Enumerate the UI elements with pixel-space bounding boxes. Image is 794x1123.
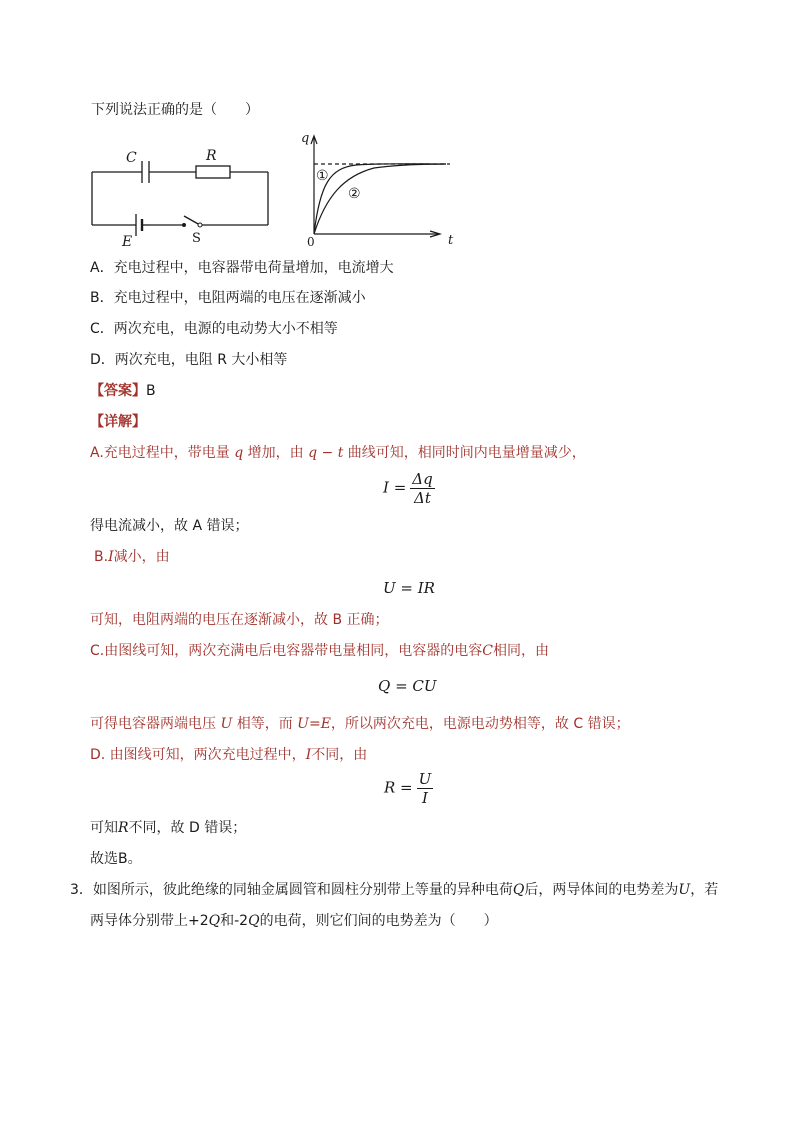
- detail-d-var: I: [305, 747, 312, 763]
- question-3-line2-q2: Q: [248, 913, 260, 929]
- detail-d-conclusion: [90, 818, 246, 838]
- question-3-line-2: [90, 911, 498, 931]
- label-e: E: [122, 234, 133, 250]
- detail-c-line: [90, 641, 549, 661]
- resistor: [196, 166, 230, 178]
- detail-c2-text-c: ，所以两次充电，电源电动势相等，故 C 错误；: [330, 716, 630, 732]
- formula-current-numerator: Δq: [412, 470, 433, 488]
- detail-b-rest: 减小，由: [113, 549, 170, 565]
- option-d: D．两次充电，电阻 R 大小相等: [90, 352, 288, 368]
- origin-label: 0: [307, 235, 315, 249]
- question-3-line2-a: 两导体分别带上+2: [90, 913, 209, 929]
- question-3-line2-c: 的电荷，则它们间的电势差为（ ）: [259, 913, 498, 929]
- formula-resistance-lhs: R =: [384, 778, 413, 797]
- switch-blade: [184, 216, 200, 225]
- detail-a-qt: q − t: [308, 445, 344, 461]
- formula-current-lhs: I =: [383, 478, 407, 497]
- question-3-line-1: [70, 880, 718, 900]
- question-3-text-b: 后，两导体间的电势差为: [524, 882, 679, 898]
- switch-contact: [198, 223, 202, 227]
- formula-resistance-numerator: U: [418, 770, 432, 788]
- detail-b-line: [94, 547, 170, 567]
- detail-a-text-1: A.充电过程中，带电量: [90, 445, 230, 461]
- formula-resistance-denominator: I: [422, 789, 428, 807]
- detail-c2-text-a: 可得电容器两端电压: [90, 716, 216, 732]
- answer-value: B: [146, 383, 156, 399]
- answer-line: [90, 381, 156, 401]
- detail-a-var-q: q: [234, 445, 244, 461]
- detail-d-text: D. 由图线可知，两次充电过程中，: [90, 747, 306, 763]
- detail-c2-var-u: U: [220, 716, 233, 732]
- question-intro: 下列说法正确的是（ ）: [91, 102, 259, 118]
- charge-time-graph: [296, 128, 466, 252]
- circuit-diagram: [88, 148, 278, 250]
- detail-b-var: I: [108, 549, 114, 565]
- curve-2-label: ②: [348, 186, 361, 202]
- detail-a-text-2: 增加，由: [247, 445, 304, 461]
- formula-ohm: U = IR: [383, 579, 435, 597]
- detail-c-conclusion: [90, 714, 630, 734]
- label-c: C: [126, 150, 137, 166]
- detail-c2-text-b: 相等，而: [236, 716, 293, 732]
- detail-c-var: C: [482, 643, 493, 659]
- question-3-line2-q1: Q: [208, 913, 221, 929]
- curve-1: [314, 164, 446, 234]
- detail-a-text-3: 曲线可知，相同时间内电量增量减少，: [347, 445, 586, 461]
- detail-d2-text-b: 不同，故 D 错误；: [128, 820, 247, 836]
- formula-resistance: [384, 770, 433, 807]
- formula-current-denominator: Δt: [414, 489, 431, 507]
- detail-b-conclusion: 可知，电阻两端的电压在逐渐减小，故 B 正确；: [90, 612, 389, 628]
- detail-c-rest: 相同，由: [492, 643, 549, 659]
- conclusion: 故选B。: [90, 851, 142, 867]
- option-a: A．充电过程中，电容器带电荷量增加，电流增大: [90, 260, 394, 276]
- question-3-var-u: U: [678, 882, 691, 898]
- y-axis-label: q: [301, 131, 310, 146]
- curve-1-label: ①: [316, 168, 329, 184]
- x-axis-label: t: [448, 233, 454, 248]
- switch-pivot: [182, 223, 186, 227]
- question-3-number: 3．: [70, 882, 93, 898]
- detail-d-rest: 不同，由: [311, 747, 368, 763]
- option-c: C．两次充电，电源的电动势大小不相等: [90, 321, 338, 337]
- answer-label: 【答案】: [90, 383, 146, 399]
- question-3-text-c: ，若: [690, 882, 719, 898]
- question-3-line2-b: 和-2: [220, 913, 249, 929]
- question-3-text-a: 如图所示，彼此绝缘的同轴金属圆管和圆柱分别带上等量的异种电荷: [92, 882, 513, 898]
- detail-label: 【详解】: [90, 414, 146, 430]
- detail-d-line: [90, 745, 367, 765]
- detail-b-prefix: B.: [94, 549, 109, 565]
- option-b: B．充电过程中，电阻两端的电压在逐渐减小: [90, 290, 366, 306]
- detail-d2-text-a: 可知: [90, 820, 118, 836]
- detail-c2-ue: U=E: [297, 716, 331, 732]
- formula-capacitance: Q = CU: [378, 677, 437, 695]
- detail-a-line: [90, 443, 586, 463]
- question-3-var-q: Q: [512, 882, 525, 898]
- detail-d2-var: R: [118, 820, 129, 836]
- formula-current: [383, 470, 435, 507]
- detail-a-conclusion: 得电流减小，故 A 错误；: [90, 518, 249, 534]
- detail-c-text: C.由图线可知，两次充满电后电容器带电量相同，电容器的电容: [90, 643, 483, 659]
- label-s: S: [192, 231, 201, 246]
- label-r: R: [206, 148, 217, 164]
